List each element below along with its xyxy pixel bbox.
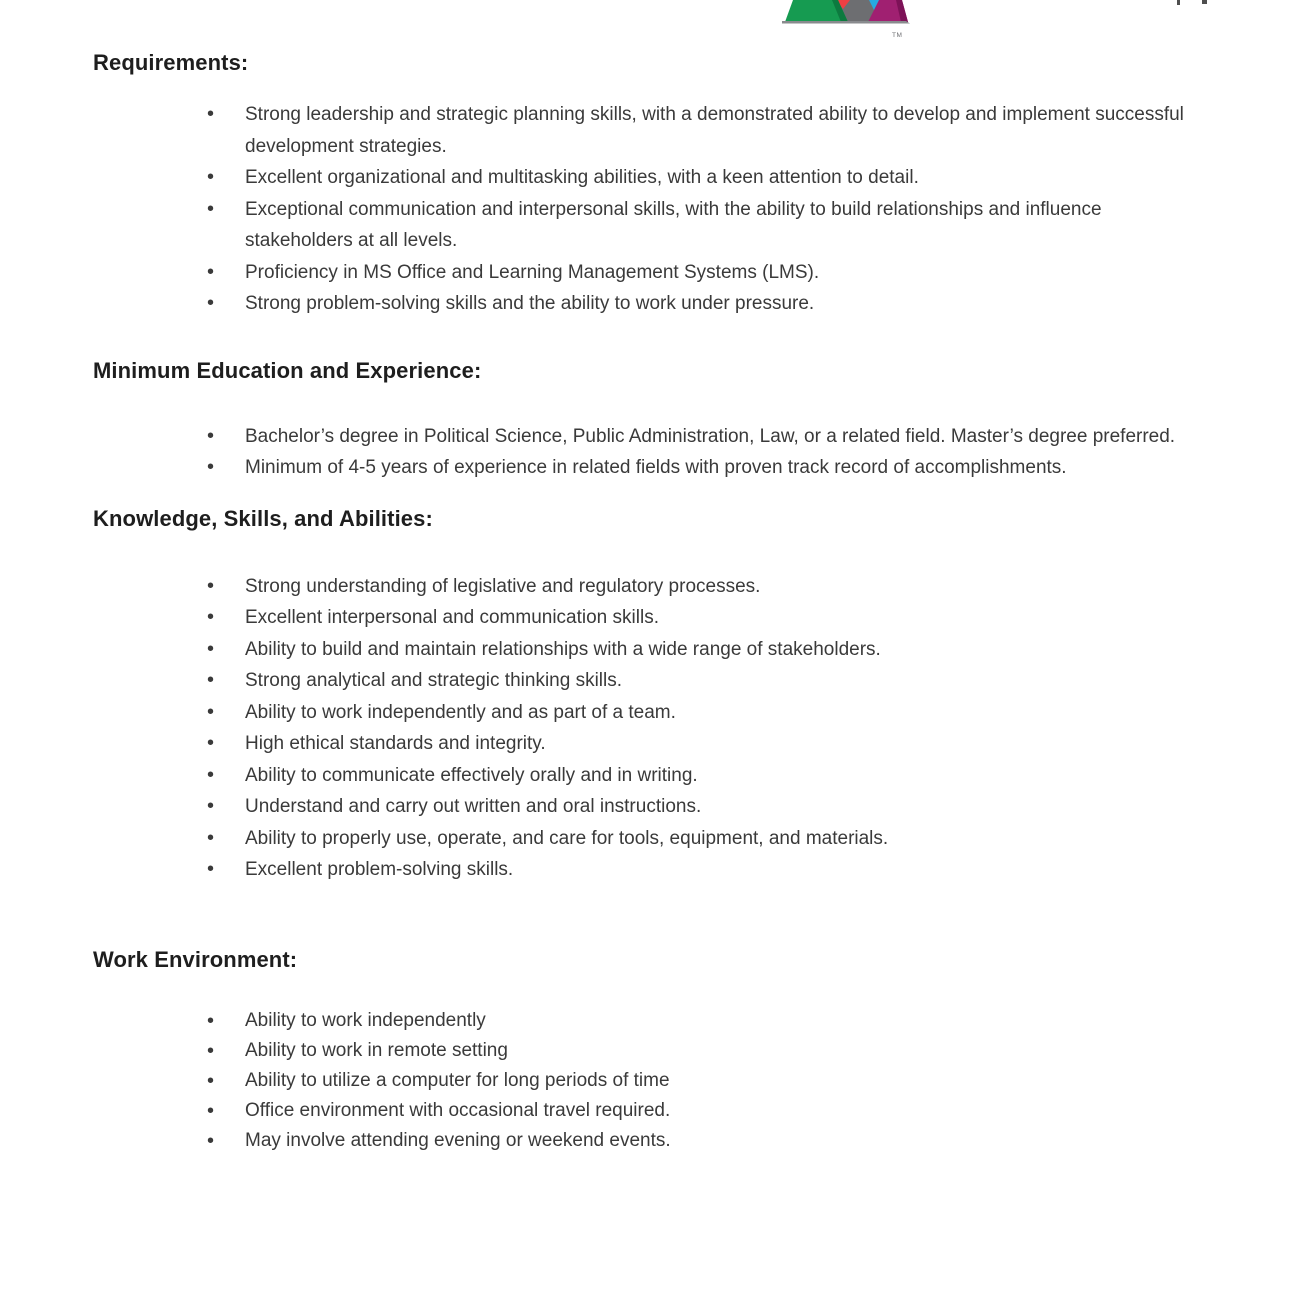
bullet-item: • Ability to utilize a computer for long periods of time xyxy=(93,1066,1203,1096)
logo-tm-label: TM xyxy=(892,32,903,39)
section-heading-ksa: Knowledge, Skills, and Abilities: xyxy=(93,505,433,531)
bullet-item: • Strong leadership and strategic planning skills, with a demonstrated ability to develop and implement successful development strategies. xyxy=(93,99,1203,162)
document-body xyxy=(93,0,1203,1156)
bullet-item: • Excellent interpersonal and communication skills. xyxy=(93,602,1203,634)
section-work-environment xyxy=(93,947,1203,1156)
bullet-item: • Understand and carry out written and oral instructions. xyxy=(93,791,1203,823)
section-requirements xyxy=(93,50,1203,320)
section-heading-work-environment: Work Environment: xyxy=(93,946,298,972)
bullet-item: • May involve attending evening or weekend events. xyxy=(93,1126,1203,1156)
section-education-experience xyxy=(93,358,1203,484)
bullet-list-education xyxy=(93,421,1203,484)
section-knowledge-skills-abilities xyxy=(93,506,1203,886)
bullet-item: • Proficiency in MS Office and Learning Management Systems (LMS). xyxy=(93,257,1203,289)
bullet-item: • Ability to work independently and as part of a team. xyxy=(93,697,1203,729)
bullet-list-work-environment xyxy=(93,1006,1203,1156)
bullet-item: • Minimum of 4-5 years of experience in related fields with proven track record of accomplishments. xyxy=(93,452,1203,484)
bullet-item: • Ability to work independently xyxy=(93,1006,1203,1036)
section-heading-requirements: Requirements: xyxy=(93,50,249,75)
bullet-item: • Ability to build and maintain relationships with a wide range of stakeholders. xyxy=(93,634,1203,666)
bullet-item: • Ability to work in remote setting xyxy=(93,1036,1203,1066)
bullet-item: • Ability to communicate effectively orally and in writing. xyxy=(93,760,1203,792)
bullet-item: • Excellent organizational and multitasking abilities, with a keen attention to detail. xyxy=(93,162,1203,194)
bullet-item: • Ability to properly use, operate, and care for tools, equipment, and materials. xyxy=(93,823,1203,855)
section-heading-education: Minimum Education and Experience: xyxy=(93,357,482,383)
bullet-list-ksa xyxy=(93,571,1203,886)
bullet-item: • Exceptional communication and interpersonal skills, with the ability to build relationships and influence stakeholders at all levels. xyxy=(93,194,1203,257)
bullet-item: • Excellent problem-solving skills. xyxy=(93,854,1203,886)
bullet-item: • Strong problem-solving skills and the ability to work under pressure. xyxy=(93,288,1203,320)
bullet-item: • High ethical standards and integrity. xyxy=(93,728,1203,760)
bullet-list-requirements xyxy=(93,99,1203,320)
bullet-item: • Office environment with occasional travel required. xyxy=(93,1096,1203,1126)
bullet-item: • Strong analytical and strategic thinking skills. xyxy=(93,665,1203,697)
bullet-item: • Strong understanding of legislative and regulatory processes. xyxy=(93,571,1203,603)
bullet-item: • Bachelor’s degree in Political Science, Public Administration, Law, or a related field. Master’s degree preferred. xyxy=(93,421,1203,453)
